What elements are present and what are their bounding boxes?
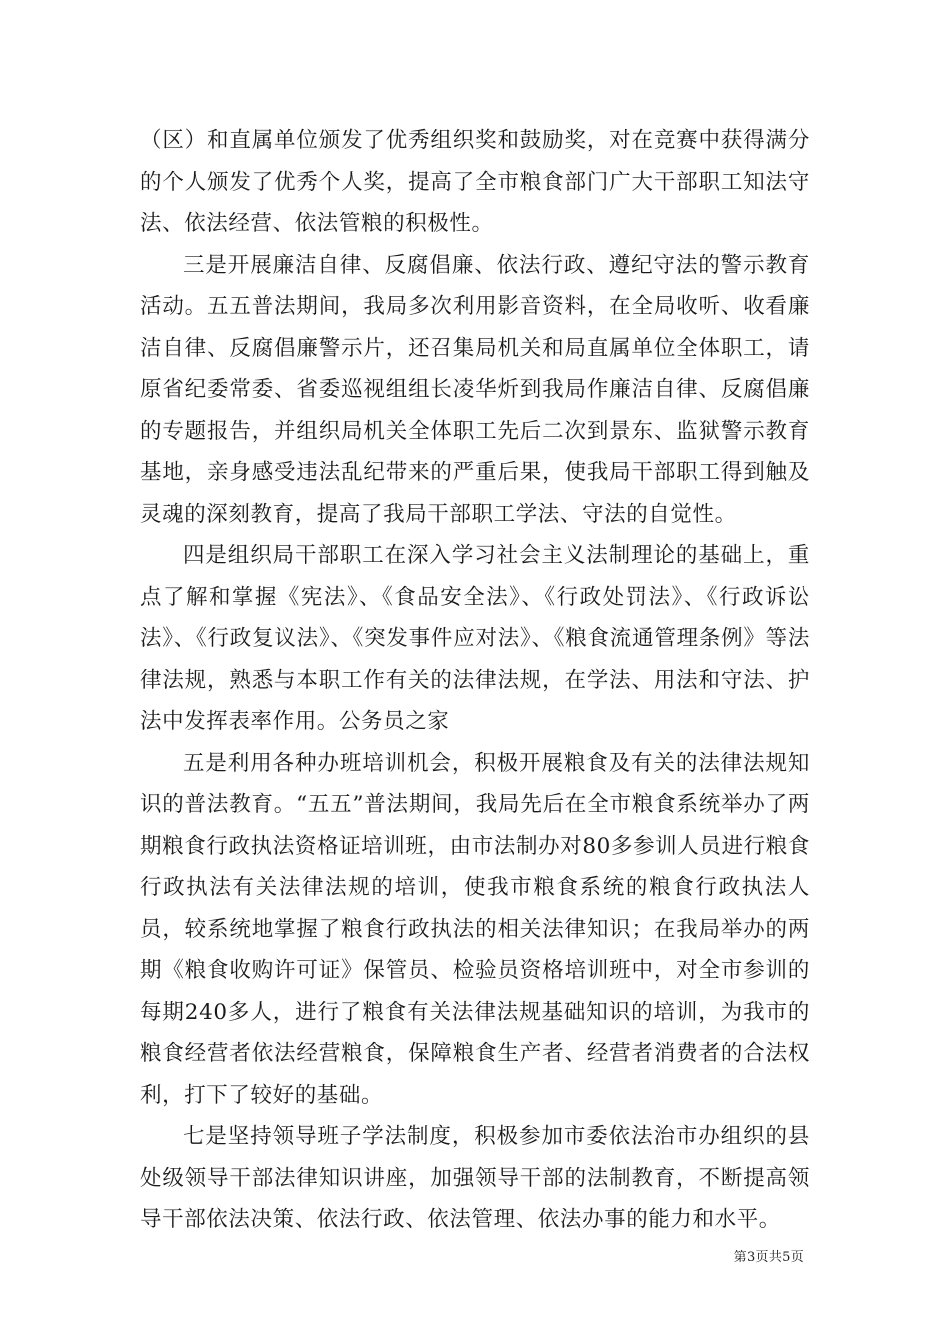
paragraph-five: 五是利用各种办班培训机会，积极开展粮食及有关的法律法规知识的普法教育。“五五”普法期间，我局先后在全市粮食系统举办了两期粮食行政执法资格证培训班，由市法制办对80多参训人员进行粮食行政执法有关法律法规的培训，使我市粮食系统的粮食行政执法人员，较系统地掌握了粮食行政执法的相关法律知识；在我局举办的两期《粮食收购许可证》保管员、检验员资格培训班中，对全市参训的每期240多人，进行了粮食有关法律法规基础知识的培训，为我市的粮食经营者依法经营粮食，保障粮食生产者、经营者消费者的合法权利，打下了较好的基础。 xyxy=(140,750,810,1108)
body-text xyxy=(140,120,810,1241)
paragraph-four: 四是组织局干部职工在深入学习社会主义法制理论的基础上，重点了解和掌握《宪法》、《食品安全法》、《行政处罚法》、《行政诉讼法》、《行政复议法》、《突发事件应对法》、《粮食流通管理条例》等法律法规，熟悉与本职工作有关的法律法规，在学法、用法和守法、护法中发挥表率作用。公务员之家 xyxy=(140,543,810,734)
paragraph-three: 三是开展廉洁自律、反腐倡廉、依法行政、遵纪守法的警示教育活动。五五普法期间，我局多次利用影音资料，在全局收听、收看廉洁自律、反腐倡廉警示片，还召集局机关和局直属单位全体职工，请原省纪委常委、省委巡视组组长凌华炘到我局作廉洁自律、反腐倡廉的专题报告，并组织局机关全体职工先后二次到景东、监狱警示教育基地，亲身感受违法乱纪带来的严重后果，使我局干部职工得到触及灵魂的深刻教育，提高了我局干部职工学法、守法的自觉性。 xyxy=(140,252,810,527)
paragraph-continued: （区）和直属单位颁发了优秀组织奖和鼓励奖，对在竞赛中获得满分的个人颁发了优秀个人奖，提高了全市粮食部门广大干部职工知法守法、依法经营、依法管粮的积极性。 xyxy=(140,128,810,236)
paragraph-seven: 七是坚持领导班子学法制度，积极参加市委依法治市办组织的县处级领导干部法律知识讲座，加强领导干部的法制教育，不断提高领导干部依法决策、依法行政、依法管理、依法办事的能力和水平。 xyxy=(140,1124,810,1232)
page-number: 第3页共5页 xyxy=(733,1250,804,1265)
